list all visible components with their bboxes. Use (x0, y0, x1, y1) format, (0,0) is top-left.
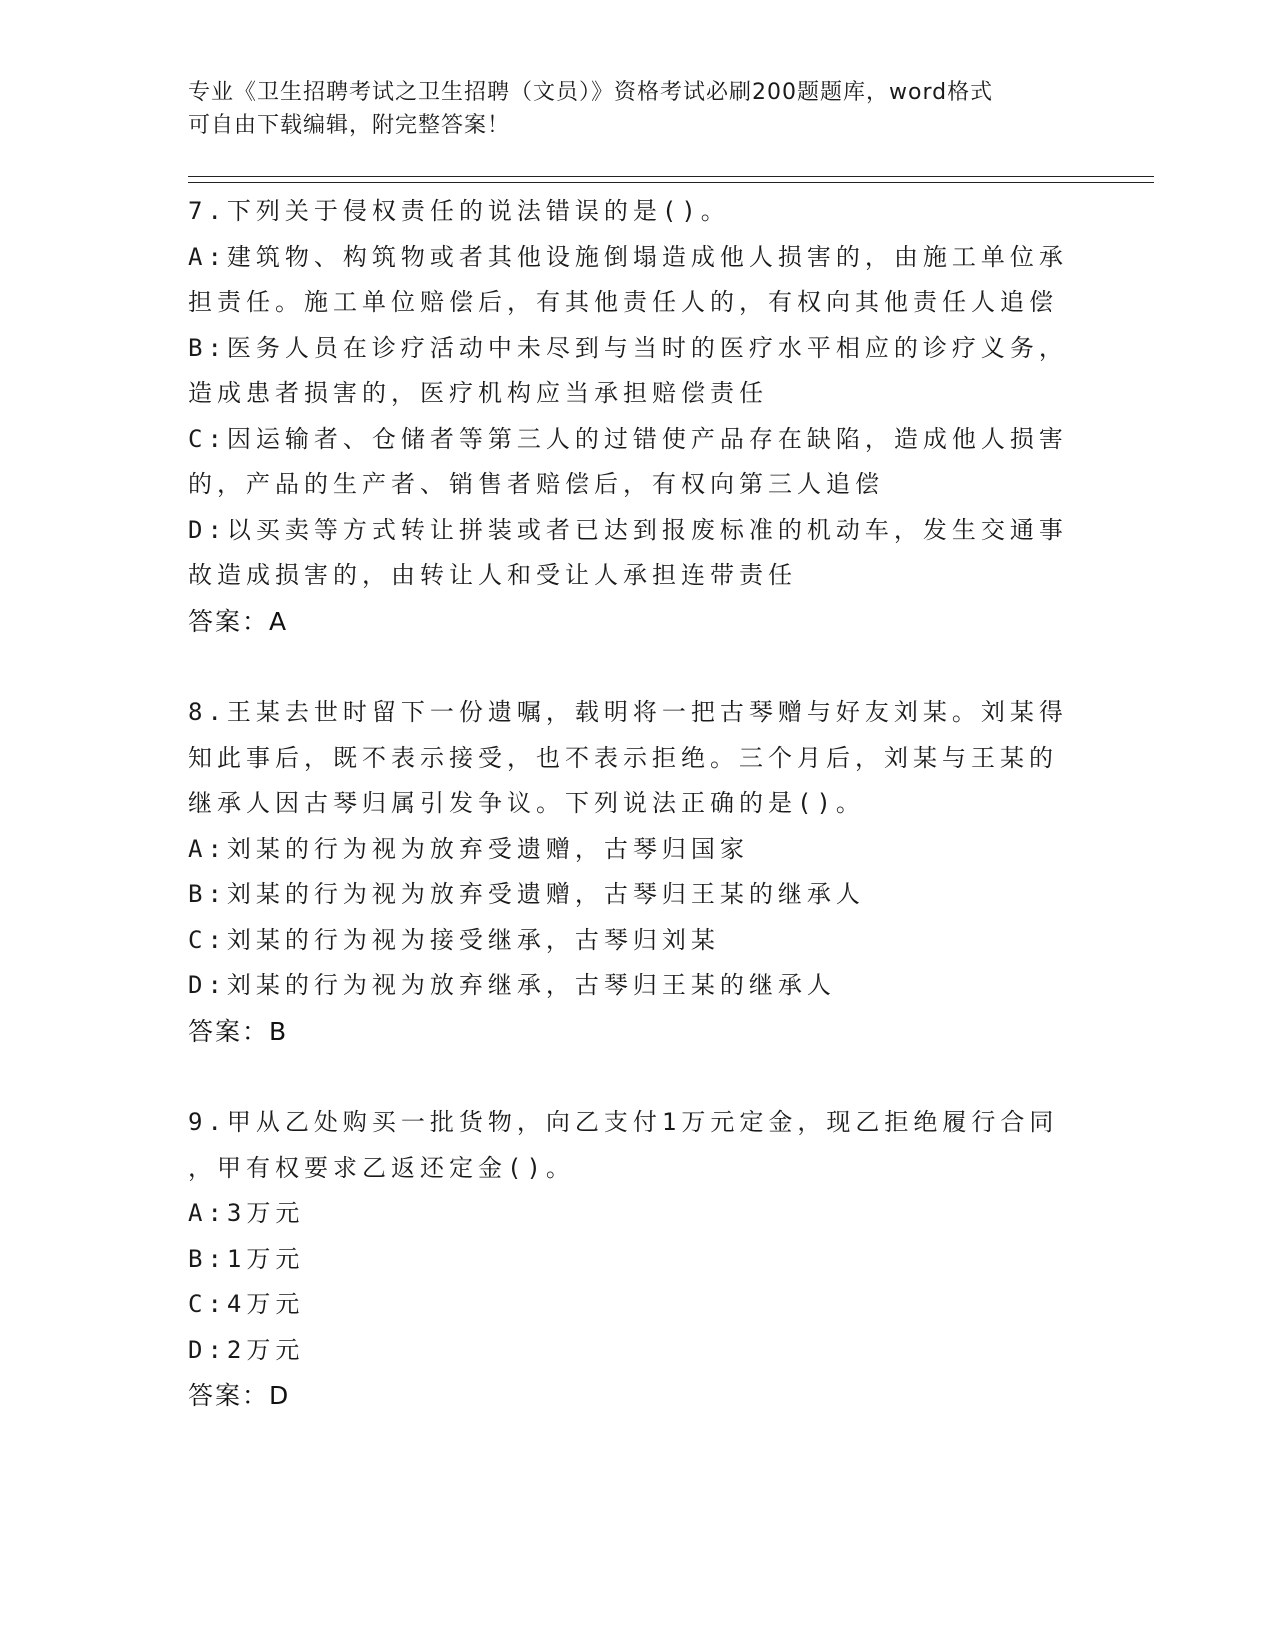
question-7-option-c-line-2: 的，产品的生产者、销售者赔偿后，有权向第三人追偿 (188, 470, 884, 498)
question-7-option-a-line-1: A:建筑物、构筑物或者其他设施倒塌造成他人损害的，由施工单位承 (188, 242, 1068, 271)
document-header (188, 76, 1068, 142)
question-8-answer: 答案：B (188, 1016, 289, 1046)
question-8-stem-line-3: 继承人因古琴归属引发争议。下列说法正确的是()。 (188, 789, 865, 817)
question-8 (188, 690, 1088, 1054)
question-7-stem-line-1: 7.下列关于侵权责任的说法错误的是()。 (188, 197, 730, 225)
question-9-option-d: D:2万元 (188, 1335, 305, 1364)
question-9-option-b: B:1万元 (188, 1244, 305, 1273)
question-7-option-b-line-1: B:医务人员在诊疗活动中未尽到与当时的医疗水平相应的诊疗义务， (188, 333, 1068, 362)
question-7 (188, 189, 1088, 644)
question-8-option-d: D:刘某的行为视为放弃继承，古琴归王某的继承人 (188, 971, 836, 999)
question-9-answer: 答案：D (188, 1381, 291, 1410)
question-9-stem-line-2: ，甲有权要求乙返还定金()。 (188, 1153, 575, 1182)
question-7-option-d-line-2: 故造成损害的，由转让人和受让人承担连带责任 (188, 561, 797, 589)
question-7-option-d-line-1: D:以买卖等方式转让拼装或者已达到报废标准的机动车，发生交通事 (188, 515, 1068, 544)
question-9-stem-line-1: 9.甲从乙处购买一批货物，向乙支付1万元定金，现乙拒绝履行合同 (188, 1108, 1059, 1136)
question-8-option-b: B:刘某的行为视为放弃受遗赠，古琴归王某的继承人 (188, 880, 865, 908)
question-9-option-a: A:3万元 (188, 1199, 305, 1227)
header-line-2: 可自由下载编辑，附完整答案！ (188, 113, 511, 138)
question-7-option-b-line-2: 造成患者损害的，医疗机构应当承担赔偿责任 (188, 379, 768, 407)
question-spacer (188, 644, 1088, 690)
question-9-option-c: C:4万元 (188, 1290, 305, 1318)
header-divider-bottom (188, 182, 1154, 183)
question-7-option-a-line-2: 担责任。施工单位赔偿后，有其他责任人的，有权向其他责任人追偿 (188, 288, 1058, 316)
question-9 (188, 1100, 1088, 1419)
question-7-answer: 答案：A (188, 606, 289, 636)
header-line-1: 专业《卫生招聘考试之卫生招聘（文员）》资格考试必刷200题题库，word格式 (188, 80, 994, 105)
header-divider-top (188, 176, 1154, 177)
question-8-option-a: A:刘某的行为视为放弃受遗赠，古琴归国家 (188, 834, 749, 863)
question-7-option-c-line-1: C:因运输者、仓储者等第三人的过错使产品存在缺陷，造成他人损害 (188, 424, 1068, 453)
question-8-option-c: C:刘某的行为视为接受继承，古琴归刘某 (188, 925, 720, 954)
question-list (188, 189, 1088, 1419)
question-spacer (188, 1054, 1088, 1100)
question-8-stem-line-2: 知此事后，既不表示接受，也不表示拒绝。三个月后，刘某与王某的 (188, 743, 1058, 772)
question-8-stem-line-1: 8.王某去世时留下一份遗嘱，载明将一把古琴赠与好友刘某。刘某得 (188, 698, 1068, 726)
